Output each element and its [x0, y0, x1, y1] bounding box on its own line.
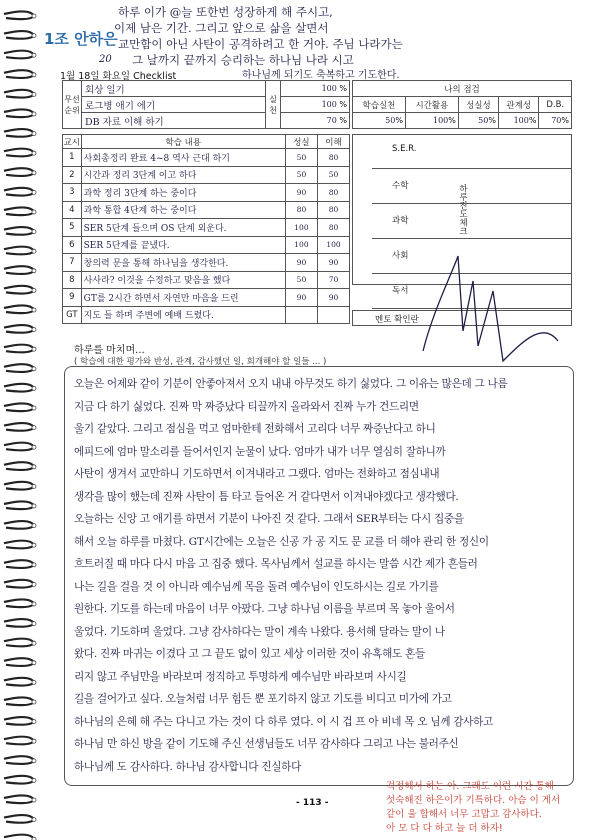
top-line-2: 이제 남은 기간. 그리고 앞으로 삶을 살면서 [114, 21, 329, 35]
teacher-comment-line: 아 모 다 다 하고 늘 더 하자! [386, 823, 503, 834]
study-h-period: 교시 [63, 135, 82, 149]
plan-2: 로그병 애기 에기 [82, 97, 266, 113]
study-cell-period: 6 [63, 236, 82, 254]
reflection-line: 하나님의 은혜 해 주는 다니고 가는 것이 다 하루 였다. 이 시 겁 프 아 비네 목 오 님께 감사하고 [74, 715, 493, 728]
plan-1: 회상 일기 [82, 81, 266, 97]
checklist-title: 1월 18일 화요일 Checklist [60, 71, 177, 82]
study-cell-u [317, 306, 349, 324]
study-row [63, 254, 350, 272]
plan-3-pct: 70 [326, 116, 337, 125]
plan-2-pct: 100 [321, 100, 337, 109]
study-row [63, 149, 350, 167]
score-v-3: 50 [478, 116, 489, 125]
top-line-1: 하루 이가 @늘 또한번 성장하게 해 주시고, [118, 5, 333, 19]
signature [413, 251, 563, 371]
mentor-label: 멘토 확인란 [375, 315, 419, 325]
study-cell-period: 3 [63, 184, 82, 202]
study-row [63, 219, 350, 237]
plan-1-pct: 100 [321, 84, 337, 93]
study-row [63, 289, 350, 307]
subject-label: 수학 [392, 181, 409, 191]
study-cell-s: 50 [285, 271, 317, 289]
study-cell-u: 90 [317, 254, 349, 272]
study-cell-content: GT를 2시간 하면서 자연만 마음을 드린 [81, 289, 285, 307]
reflection-line: 나는 길을 걸을 것 이 아니라 예수님께 목을 돌려 예수님이 인도하시는 길로 가기를 [74, 580, 439, 593]
study-cell-s [285, 306, 317, 324]
reflection-line: 사탄이 생겨서 교만하니 기도하면서 이겨내라고 그랬다. 엄마는 전화하고 점심내내 [74, 468, 440, 480]
reflection-line: 왔다. 진짜 마귀는 이겼다 고 그 끝도 없이 있고 세상 이러한 것이 유혹해도 혼들 [74, 648, 425, 660]
study-row [63, 306, 350, 324]
exec-label: 실천 [266, 81, 281, 129]
reflection-line: 길을 걸어가고 싶다. 오늘처럼 너무 힘든 뿐 포기하지 않고 기도를 비디고 미가에 가고 [74, 693, 452, 705]
spiral-binding [0, 0, 40, 840]
daily-check-title: 하루진도체크 [353, 135, 572, 285]
study-cell-content: 사회총정리 완료 4~8 역사 근대 하기 [81, 149, 285, 167]
teacher-comment-line: 걱정해서 하는 아. 그래도 이런 시간 통해 [386, 781, 554, 792]
score-h-3: 성실성 [458, 97, 498, 113]
subject-label: 독서 [392, 286, 409, 296]
score-h-5: D.B. [539, 97, 572, 113]
study-cell-content: 시간과 정리 3단계 이고 하다 [81, 166, 285, 184]
top-line-3: 교만함이 아닌 사탄이 공격하려고 한 거야. 주님 나라가는 [118, 37, 403, 51]
reflection-line: 생각을 많이 했는데 진짜 사탄이 틈 타고 들어온 거 같다면서 이겨내야겠다고 생각했다. [74, 490, 459, 503]
study-cell-u: 100 [317, 236, 349, 254]
reflection-line: 오늘하는 신앙 고 애기를 하면서 기분이 나아진 것 같다. 그래서 SER부터는 다시 집중을 [74, 513, 464, 525]
score-h-1: 학습실천 [353, 97, 406, 113]
subject-label: 사회 [392, 251, 409, 261]
score-v-1: 50 [385, 116, 396, 125]
author-name: 1조 안하은 [44, 30, 118, 48]
study-row [63, 184, 350, 202]
checklist-note: 하나님께 되기도 축복하고 기도한다. [242, 70, 400, 81]
study-cell-s: 50 [285, 166, 317, 184]
study-cell-period: 7 [63, 254, 82, 272]
study-h-content: 학습 내용 [81, 135, 285, 149]
mentor-box [352, 310, 572, 326]
reflection-line: 에피드에 엄마 말소리를 들어서인지 눈물이 났다. 엄마가 내가 너무 열심히 잘하니까 [74, 445, 446, 458]
plan-3: DB 자료 이해 하기 [82, 113, 266, 129]
top-line-4: 그 날까지 끝까지 승리하는 하나님 나라 시고 [132, 53, 354, 67]
study-cell-s: 80 [285, 201, 317, 219]
study-cell-s: 100 [285, 219, 317, 237]
study-cell-u: 50 [317, 166, 349, 184]
reflection-line: 오늘은 어제와 같이 기분이 안좋아져서 오지 내내 아무것도 하기 싫었다. 그 이유는 많은데 그 나름 [74, 378, 508, 390]
reflection-line: 흐트러질 때 마다 다시 마음 고 집중 했다. 목사님께서 설교를 하시는 말씀 시간 제가 흔들러 [74, 558, 478, 570]
study-cell-content: SER 5단계 들으며 OS 단계 외운다. [81, 219, 285, 237]
reflection-note: ( 학습에 대한 평가와 반성, 관계, 감사했던 일, 회개해야 할 일들 ... ) [74, 357, 327, 367]
study-cell-content: SER 5단계를 끝냈다. [81, 236, 285, 254]
study-row [63, 201, 350, 219]
study-cell-period: 1 [63, 149, 82, 167]
study-cell-period: 4 [63, 201, 82, 219]
study-cell-content: 지도 들 하며 주변에 예배 드렸다. [81, 306, 285, 324]
reflection-line: 해서 오늘 하루를 마쳤다. GT시간에는 오늘은 신공 가 공 지도 문 교를 더 해야 관리 한 정신이 [74, 535, 489, 548]
study-h-understand: 이해 [317, 135, 349, 149]
study-cell-u: 80 [317, 219, 349, 237]
score-v-4: 100 [513, 116, 529, 125]
study-cell-s: 90 [285, 184, 317, 202]
reflection-line: 울기 같았다. 그리고 점심을 먹고 엄마한테 전화해서 고리다 너무 짜증난다고 하니 [74, 423, 436, 435]
reflection-line: 울었다. 기도하며 울었다. 그냥 감사하다는 말이 계속 나왔다. 용서해 달라는 말이 나 [74, 625, 445, 638]
plan-table: 무선순위 회상 일기 실천 100 % 로그병 애기 에기 100 % DB 자료 이해 하기 70 % [62, 80, 350, 129]
reflection-line: 하나님께 도 감사하다. 하나님 감사합니다 진실하다 [74, 760, 302, 773]
study-cell-period: 8 [63, 271, 82, 289]
study-cell-s: 90 [285, 289, 317, 307]
study-row [63, 236, 350, 254]
study-table [62, 134, 350, 324]
subject-label: 과학 [392, 216, 409, 226]
page-number: - 113 - [296, 798, 329, 808]
study-cell-period: 5 [63, 219, 82, 237]
study-cell-u: 80 [317, 201, 349, 219]
teacher-comment-line: 같이 울 합해서 너무 고맙고 감사하다. [386, 809, 542, 820]
study-row [63, 271, 350, 289]
score-h-2: 시간활용 [405, 97, 458, 113]
study-cell-content: 사사라? 이것을 수정하고 맞음을 했다 [81, 271, 285, 289]
study-cell-content: 과학 정리 3단계 하는 중이다 [81, 184, 285, 202]
study-cell-period: 9 [63, 289, 82, 307]
score-v-5: 70 [551, 116, 562, 125]
study-cell-period: 2 [63, 166, 82, 184]
my-score-title: 나의 점검 [353, 81, 572, 97]
priority-label: 무선순위 [63, 81, 82, 129]
study-cell-period: GT [63, 306, 82, 324]
study-cell-s: 50 [285, 149, 317, 167]
reflection-line: 지금 다 하기 싫었다. 진짜 막 짜증났다 티끌까지 올라와서 진짜 누가 건드리면 [74, 400, 419, 413]
reflection-line: 원한다. 기도를 하는데 마음이 너무 아팠다. 그냥 하나님 이름을 부르며 목 놓아 울어서 [74, 603, 455, 615]
study-cell-u: 90 [317, 289, 349, 307]
my-score-table: 나의 점검 학습실천 시간활용 성실성 관계성 D.B. 50% 100% 50% 100% 70% [352, 80, 572, 129]
year-prefix: 20 [99, 54, 112, 65]
study-cell-s: 100 [285, 236, 317, 254]
study-cell-s: 90 [285, 254, 317, 272]
study-cell-u: 80 [317, 184, 349, 202]
teacher-comment-line: 섯숙해진 하은이가 기특하다. 아슴 이 게서 [386, 795, 561, 806]
score-v-2: 100 [432, 116, 449, 125]
study-cell-u: 70 [317, 271, 349, 289]
reflection-heading: 하루를 마치며... [74, 345, 145, 356]
study-h-effort: 성실 [285, 135, 317, 149]
study-cell-content: 창의력 문을 통해 하나님을 생각한다. [81, 254, 285, 272]
reflection-line: 하나님 만 하신 방을 같이 기도해 주신 선생님들도 너무 감사하다 그리고 나는 불러주신 [74, 738, 459, 750]
study-cell-u: 80 [317, 149, 349, 167]
score-h-4: 관계성 [498, 97, 538, 113]
reflection-line: 리지 않고 주님만을 바라보며 정직하고 투명하게 예수님만 바라보며 사시길 [74, 670, 407, 683]
study-row [63, 166, 350, 184]
study-cell-content: 과학 통합 4단계 하는 중이다 [81, 201, 285, 219]
subject-label: S.E.R. [392, 144, 417, 154]
